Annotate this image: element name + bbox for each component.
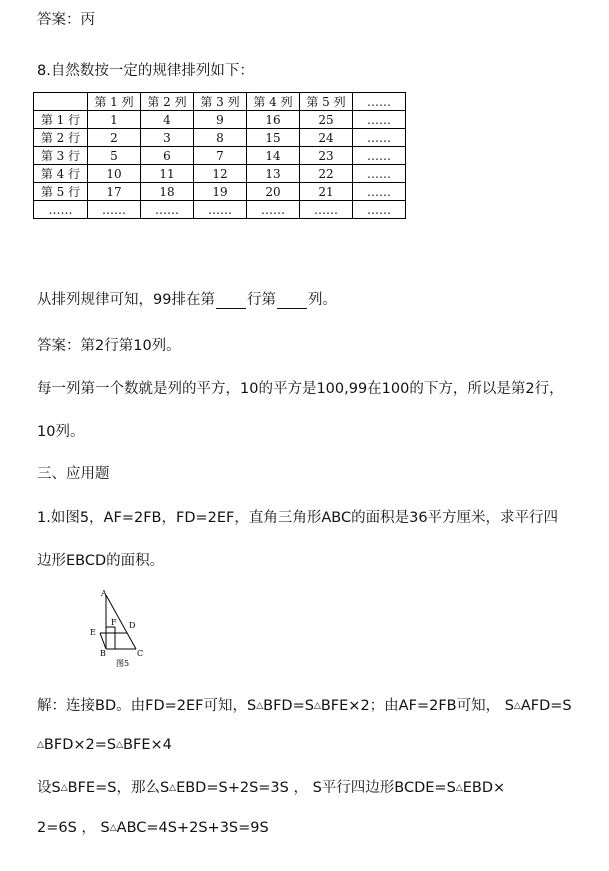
table-cell: 14 xyxy=(247,147,300,165)
label-f: F xyxy=(111,618,117,627)
table-cell: …… xyxy=(353,183,406,201)
table-cell: 5 xyxy=(88,147,141,165)
solution-line2 xyxy=(37,736,172,754)
number-arrangement-table xyxy=(33,92,406,219)
table-row xyxy=(34,111,406,129)
table-header-row xyxy=(34,93,406,111)
row-header: 第 2 行 xyxy=(34,129,88,147)
blank-row-field xyxy=(216,294,246,309)
table-cell: 15 xyxy=(247,129,300,147)
table-cell: 9 xyxy=(194,111,247,129)
prompt-part-c: 列。 xyxy=(307,292,337,308)
solution-text: 设S xyxy=(37,780,61,796)
table-cell: 21 xyxy=(300,183,353,201)
label-d: D xyxy=(129,621,136,630)
table-corner xyxy=(34,93,88,111)
solution-text: EBD× xyxy=(462,780,506,796)
triangle-symbol: △ xyxy=(513,701,521,711)
table-cell: 13 xyxy=(247,165,300,183)
solution-text: 2=6S ， S xyxy=(37,820,110,836)
table-cell: 17 xyxy=(88,183,141,201)
question-8-explanation-line2: 10列。 xyxy=(37,424,85,440)
label-b: B xyxy=(100,649,106,658)
label-c: C xyxy=(137,649,144,658)
solution-text: 解：连接BD。由FD=2EF可知，S xyxy=(37,698,257,714)
application-1-line2: 边形EBCD的面积。 xyxy=(37,553,165,569)
section-heading: 三、应用题 xyxy=(37,466,110,482)
table-cell: 20 xyxy=(247,183,300,201)
table-cell: 7 xyxy=(194,147,247,165)
table-cell: 16 xyxy=(247,111,300,129)
table-row xyxy=(34,147,406,165)
solution-text: ABC=4S+2S+3S=9S xyxy=(116,820,269,836)
triangle-symbol: △ xyxy=(455,783,463,793)
table-cell: 4 xyxy=(141,111,194,129)
prompt-part-a: 从排列规律可知，99排在第 xyxy=(37,292,215,308)
solution-text: EBD=S+2S=3S ， S平行四边形BCDE=S xyxy=(176,780,456,796)
table-cell: …… xyxy=(141,201,194,219)
table-cell: …… xyxy=(353,111,406,129)
table-cell: 22 xyxy=(300,165,353,183)
table-cell: 10 xyxy=(88,165,141,183)
triangle-symbol: △ xyxy=(256,701,264,711)
column-header: 第 5 列 xyxy=(300,93,353,111)
application-1-line1: 1.如图5，AF=2FB，FD=2EF，直角三角形ABC的面积是36平方厘米，求平行四 xyxy=(37,510,559,526)
table-row xyxy=(34,165,406,183)
table-cell: …… xyxy=(353,201,406,219)
question-8-title: 8.自然数按一定的规律排列如下： xyxy=(37,63,254,79)
column-header: …… xyxy=(353,93,406,111)
solution-line1 xyxy=(37,697,572,715)
triangle-symbol: △ xyxy=(37,740,44,750)
question-8-explanation-line1: 每一列第一个数就是列的平方，10的平方是100,99在100的下方，所以是第2行， xyxy=(37,381,564,397)
table-cell: 2 xyxy=(88,129,141,147)
row-header: 第 4 行 xyxy=(34,165,88,183)
row-header: 第 3 行 xyxy=(34,147,88,165)
table-cell: 3 xyxy=(141,129,194,147)
table-cell: 1 xyxy=(88,111,141,129)
figure-5-diagram xyxy=(86,587,156,669)
table-cell: …… xyxy=(247,201,300,219)
table-cell: …… xyxy=(353,147,406,165)
column-header: 第 4 列 xyxy=(247,93,300,111)
table-cell: …… xyxy=(353,129,406,147)
solution-line4 xyxy=(37,819,269,837)
figure-caption: 图5 xyxy=(116,659,130,668)
label-e: E xyxy=(90,628,96,637)
table-cell: …… xyxy=(353,165,406,183)
triangle-symbol: △ xyxy=(313,701,321,711)
solution-text: BFD×2=S xyxy=(43,737,117,753)
triangle-symbol: △ xyxy=(116,740,124,750)
row-header: …… xyxy=(34,201,88,219)
row-header: 第 1 行 xyxy=(34,111,88,129)
table-cell: …… xyxy=(300,201,353,219)
table-cell: 8 xyxy=(194,129,247,147)
table-cell: 6 xyxy=(141,147,194,165)
solution-line3 xyxy=(37,779,505,797)
solution-text: BFD=S xyxy=(263,698,314,714)
triangle-symbol: △ xyxy=(169,783,177,793)
table-cell: 25 xyxy=(300,111,353,129)
table-cell: 11 xyxy=(141,165,194,183)
table-cell: 19 xyxy=(194,183,247,201)
solution-text: BFE×4 xyxy=(123,737,172,753)
blank-column-field xyxy=(277,294,307,309)
table-row xyxy=(34,183,406,201)
question-8-prompt xyxy=(37,291,337,309)
solution-text: BFE×2；由AF=2FB可知， S xyxy=(320,698,514,714)
table-cell: 24 xyxy=(300,129,353,147)
column-header: 第 2 列 xyxy=(141,93,194,111)
table-cell: …… xyxy=(88,201,141,219)
label-a: A xyxy=(101,589,107,598)
triangle-symbol: △ xyxy=(109,823,117,833)
solution-text: BFE=S，那么S xyxy=(67,780,170,796)
column-header: 第 3 列 xyxy=(194,93,247,111)
triangle-symbol: △ xyxy=(60,783,68,793)
row-header: 第 5 行 xyxy=(34,183,88,201)
question-8-answer: 答案：第2行第10列。 xyxy=(37,338,181,354)
table-cell: 12 xyxy=(194,165,247,183)
previous-answer: 答案：丙 xyxy=(37,12,95,28)
table-cell: 18 xyxy=(141,183,194,201)
column-header: 第 1 列 xyxy=(88,93,141,111)
table-cell: …… xyxy=(194,201,247,219)
segment-eb xyxy=(100,633,106,649)
solution-text: AFD=S xyxy=(520,698,572,714)
table-cell: 23 xyxy=(300,147,353,165)
prompt-part-b: 行第 xyxy=(246,292,276,308)
table-row xyxy=(34,201,406,219)
table-row xyxy=(34,129,406,147)
